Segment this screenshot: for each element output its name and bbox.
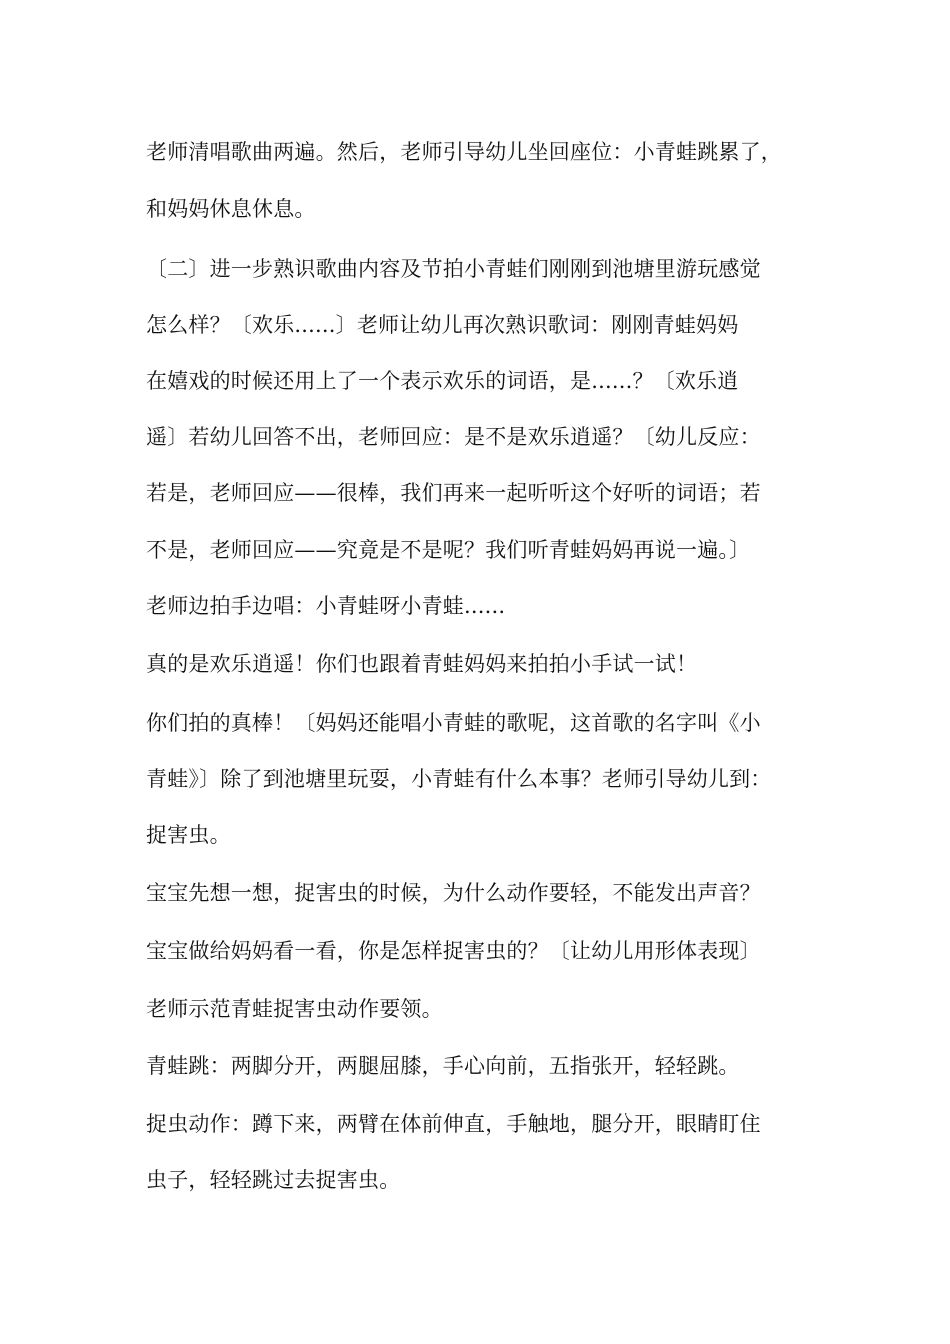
text-line: 若是，老师回应——很棒，我们再来一起听听这个好听的词语；若 bbox=[146, 481, 761, 505]
text-line: 老师边拍手边唱：小青蛙呀小青蛙...... bbox=[146, 594, 506, 618]
text-line: 宝宝先想一想，捉害虫的时候，为什么动作要轻，不能发出声音？ bbox=[146, 881, 761, 905]
text-line: 青蛙》〕除了到池塘里玩耍，小青蛙有什么本事？老师引导幼儿到： bbox=[146, 767, 772, 791]
text-line: 遥〕若幼儿回答不出，老师回应：是不是欢乐逍遥？〔幼儿反应： bbox=[146, 425, 761, 449]
text-line: 在嬉戏的时候还用上了一个表示欢乐的词语，是......？〔欢乐逍 bbox=[146, 369, 739, 393]
text-line: 虫子，轻轻跳过去捉害虫。 bbox=[146, 1168, 401, 1192]
text-line: 青蛙跳：两脚分开，两腿屈膝，手心向前，五指张开，轻轻跳。 bbox=[146, 1054, 740, 1078]
text-line: 捉虫动作：蹲下来，两臂在体前伸直，手触地，腿分开，眼睛盯住 bbox=[146, 1112, 761, 1136]
text-line: 真的是欢乐逍遥！你们也跟着青蛙妈妈来拍拍小手试一试！ bbox=[146, 652, 698, 676]
text-line: 老师示范青蛙捉害虫动作要领。 bbox=[146, 997, 443, 1021]
text-line: 〔二〕进一步熟识歌曲内容及节拍小青蛙们刚刚到池塘里游玩感觉 bbox=[146, 257, 761, 281]
text-line: 不是，老师回应——究竟是不是呢？我们听青蛙妈妈再说一遍。〕 bbox=[146, 538, 751, 562]
text-line: 宝宝做给妈妈看一看，你是怎样捉害虫的？〔让幼儿用形体表现〕 bbox=[146, 939, 761, 963]
text-line: 和妈妈休息休息。 bbox=[146, 197, 316, 221]
text-line: 捉害虫。 bbox=[146, 823, 231, 847]
text-line: 老师清唱歌曲两遍。然后，老师引导幼儿坐回座位：小青蛙跳累了， bbox=[146, 140, 782, 164]
text-line: 怎么样？〔欢乐......〕老师让幼儿再次熟识歌词：刚刚青蛙妈妈 bbox=[146, 313, 739, 337]
text-line: 你们拍的真棒！〔妈妈还能唱小青蛙的歌呢，这首歌的名字叫《小 bbox=[146, 711, 761, 735]
